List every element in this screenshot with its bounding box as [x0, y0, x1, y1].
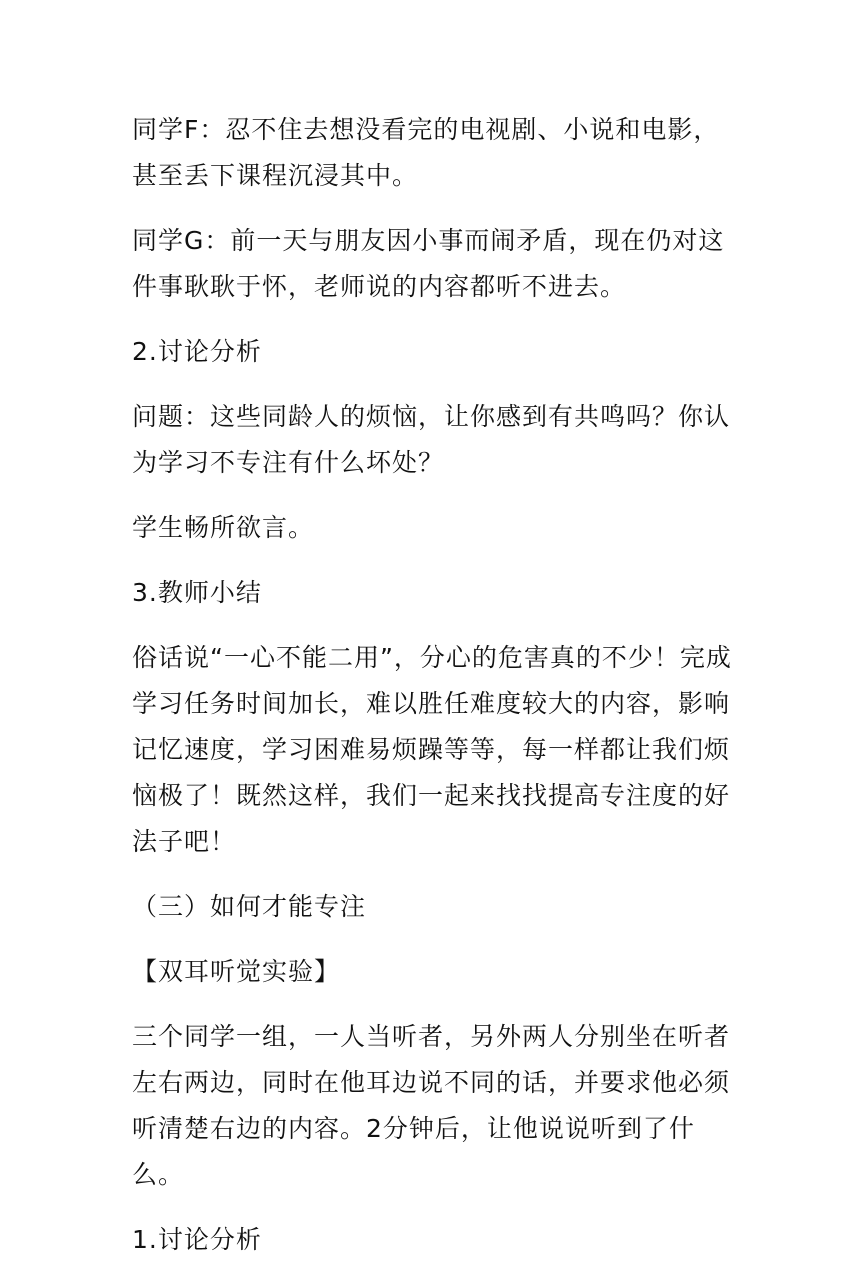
- paragraph-experiment: 三个同学一组，一人当听者，另外两人分别坐在听者左右两边，同时在他耳边说不同的话，并要求他必须听清楚右边的内容。2分钟后，让他说说听到了什么。: [132, 1022, 731, 1189]
- heading-how-to-focus: （三）如何才能专注: [132, 892, 367, 921]
- heading-dichotic-listening: 【双耳听觉实验】: [132, 957, 341, 986]
- paragraph-student-g: 同学G：前一天与朋友因小事而闹矛盾，现在仍对这件事耿耿于怀，老师说的内容都听不进去。: [132, 226, 725, 301]
- document-body: [132, 107, 732, 1263]
- paragraph-students-speak: 学生畅所欲言。: [132, 513, 315, 542]
- paragraph-student-f: 同学F：忍不住去想没看完的电视剧、小说和电影，甚至丢下课程沉浸其中。: [132, 115, 720, 190]
- heading-teacher-summary: 3.教师小结: [132, 578, 262, 607]
- heading-discussion-analysis: 2.讨论分析: [132, 337, 262, 366]
- paragraph-question: 问题：这些同龄人的烦恼，让你感到有共鸣吗？你认为学习不专注有什么坏处？: [132, 402, 731, 477]
- heading-discussion-analysis-2: 1.讨论分析: [132, 1225, 262, 1254]
- paragraph-summary: 俗话说“一心不能二用”，分心的危害真的不少！完成学习任务时间加长，难以胜任难度较大的内容，影响记忆速度，学习困难易烦躁等等，每一样都让我们烦恼极了！既然这样，我们一起来找找提高专注度的好法子吧！: [132, 643, 732, 856]
